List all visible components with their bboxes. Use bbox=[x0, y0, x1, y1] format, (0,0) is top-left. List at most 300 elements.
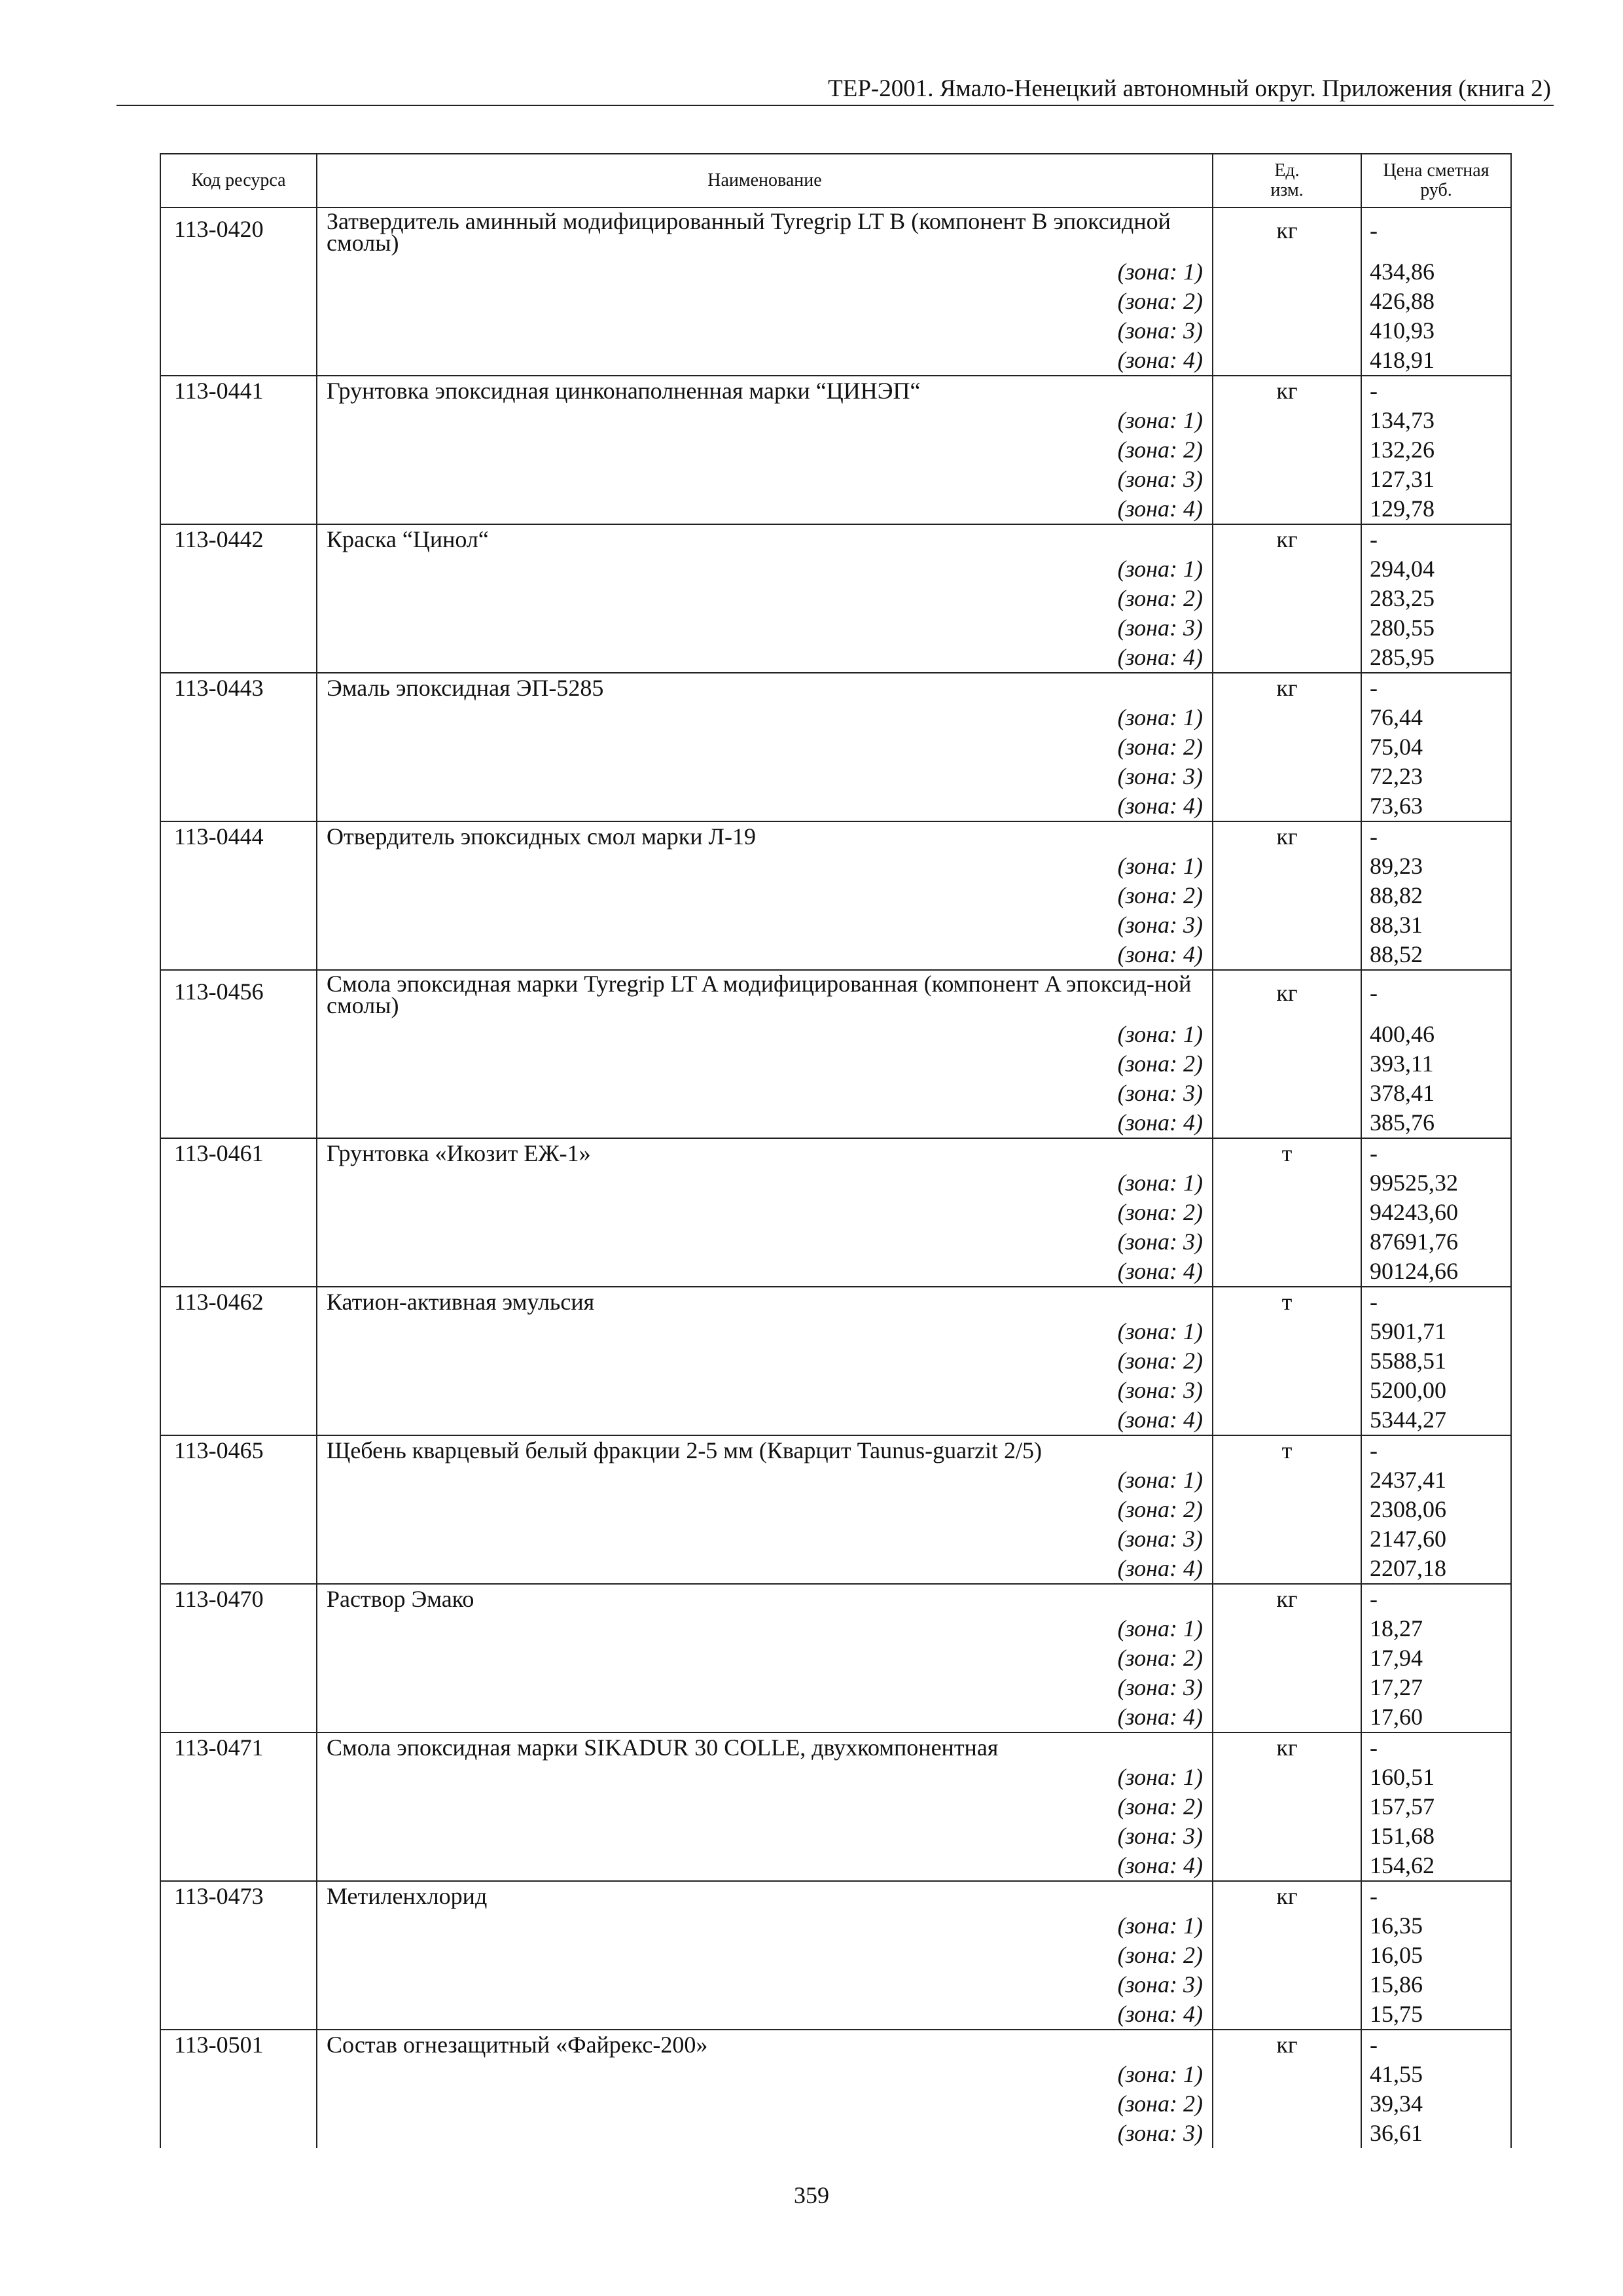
zone-code-cell bbox=[161, 257, 317, 287]
zone-row bbox=[161, 2060, 1510, 2089]
zone-label: (зона: 1) bbox=[317, 1763, 1213, 1792]
zone-label: (зона: 1) bbox=[317, 852, 1213, 881]
resource-price-table bbox=[161, 154, 1510, 2148]
zone-price: 134,73 bbox=[1361, 406, 1510, 435]
resource-code: 113-0461 bbox=[161, 1138, 317, 1168]
resource-name: Смола эпоксидная марки SIKADUR 30 COLLE, двухкомпонентная bbox=[317, 1732, 1213, 1763]
zone-price: 410,93 bbox=[1361, 316, 1510, 346]
zone-unit-cell bbox=[1213, 1673, 1361, 1702]
resource-code: 113-0501 bbox=[161, 2030, 317, 2060]
zone-row bbox=[161, 1821, 1510, 1851]
column-header-code: Код ресурса bbox=[161, 154, 317, 207]
zone-price: 16,35 bbox=[1361, 1911, 1510, 1941]
zone-code-cell bbox=[161, 1643, 317, 1673]
zone-unit-cell bbox=[1213, 1495, 1361, 1524]
zone-row bbox=[161, 494, 1510, 524]
zone-label: (зона: 2) bbox=[317, 1495, 1213, 1524]
zone-label: (зона: 2) bbox=[317, 287, 1213, 316]
resource-code: 113-0470 bbox=[161, 1584, 317, 1614]
zone-label: (зона: 4) bbox=[317, 940, 1213, 970]
zone-unit-cell bbox=[1213, 1465, 1361, 1495]
zone-code-cell bbox=[161, 435, 317, 465]
zone-price: 285,95 bbox=[1361, 643, 1510, 673]
zone-unit-cell bbox=[1213, 316, 1361, 346]
zone-code-cell bbox=[161, 1020, 317, 1049]
zone-row bbox=[161, 1941, 1510, 1970]
zone-price: 73,63 bbox=[1361, 791, 1510, 821]
table-row bbox=[161, 1138, 1510, 1168]
resource-unit: кг bbox=[1213, 2030, 1361, 2060]
zone-row bbox=[161, 584, 1510, 613]
zone-unit-cell bbox=[1213, 1970, 1361, 2000]
zone-price: 426,88 bbox=[1361, 287, 1510, 316]
zone-code-cell bbox=[161, 1970, 317, 2000]
zone-unit-cell bbox=[1213, 287, 1361, 316]
zone-label: (зона: 3) bbox=[317, 1524, 1213, 1554]
zone-unit-cell bbox=[1213, 1198, 1361, 1227]
zone-unit-cell bbox=[1213, 2119, 1361, 2148]
zone-unit-cell bbox=[1213, 406, 1361, 435]
zone-row bbox=[161, 406, 1510, 435]
zone-row bbox=[161, 852, 1510, 881]
resource-item bbox=[161, 2030, 1510, 2148]
resource-code: 113-0443 bbox=[161, 673, 317, 703]
zone-label: (зона: 4) bbox=[317, 1257, 1213, 1287]
zone-code-cell bbox=[161, 643, 317, 673]
resource-unit: кг bbox=[1213, 821, 1361, 852]
zone-code-cell bbox=[161, 732, 317, 762]
zone-unit-cell bbox=[1213, 1792, 1361, 1821]
zone-price: 15,75 bbox=[1361, 2000, 1510, 2030]
zone-unit-cell bbox=[1213, 613, 1361, 643]
zone-unit-cell bbox=[1213, 1020, 1361, 1049]
zone-price: 5901,71 bbox=[1361, 1317, 1510, 1346]
zone-label: (зона: 3) bbox=[317, 1376, 1213, 1405]
zone-label: (зона: 2) bbox=[317, 881, 1213, 910]
zone-unit-cell bbox=[1213, 1079, 1361, 1108]
zone-price: 75,04 bbox=[1361, 732, 1510, 762]
resource-code: 113-0473 bbox=[161, 1881, 317, 1911]
zone-price: 400,46 bbox=[1361, 1020, 1510, 1049]
zone-unit-cell bbox=[1213, 1049, 1361, 1079]
resource-base-price: - bbox=[1361, 2030, 1510, 2060]
zone-row bbox=[161, 465, 1510, 494]
zone-price: 18,27 bbox=[1361, 1614, 1510, 1643]
resource-name-text: Смола эпоксидная марки Tyregrip LT A модифицированная (компонент A эпоксид-ной смолы) bbox=[327, 971, 1192, 1018]
zone-price: 88,82 bbox=[1361, 881, 1510, 910]
zone-code-cell bbox=[161, 1108, 317, 1138]
zone-row bbox=[161, 1405, 1510, 1435]
zone-price: 280,55 bbox=[1361, 613, 1510, 643]
zone-code-cell bbox=[161, 1524, 317, 1554]
zone-label: (зона: 2) bbox=[317, 732, 1213, 762]
resource-name: Грунтовка «Икозит ЕЖ-1» bbox=[317, 1138, 1213, 1168]
zone-label: (зона: 3) bbox=[317, 1227, 1213, 1257]
zone-row bbox=[161, 1376, 1510, 1405]
zone-label: (зона: 4) bbox=[317, 494, 1213, 524]
resource-base-price: - bbox=[1361, 376, 1510, 406]
resource-name: Эмаль эпоксидная ЭП-5285 bbox=[317, 673, 1213, 703]
resource-name bbox=[317, 207, 1213, 257]
zone-code-cell bbox=[161, 2089, 317, 2119]
zone-label: (зона: 1) bbox=[317, 1168, 1213, 1198]
zone-label: (зона: 4) bbox=[317, 1554, 1213, 1584]
zone-code-cell bbox=[161, 1257, 317, 1287]
zone-code-cell bbox=[161, 1049, 317, 1079]
zone-label: (зона: 2) bbox=[317, 435, 1213, 465]
zone-code-cell bbox=[161, 1821, 317, 1851]
zone-code-cell bbox=[161, 584, 317, 613]
zone-code-cell bbox=[161, 881, 317, 910]
zone-price: 15,86 bbox=[1361, 1970, 1510, 2000]
zone-row bbox=[161, 1763, 1510, 1792]
resource-base-price: - bbox=[1361, 1732, 1510, 1763]
zone-price: 87691,76 bbox=[1361, 1227, 1510, 1257]
zone-code-cell bbox=[161, 2119, 317, 2148]
zone-label: (зона: 1) bbox=[317, 1020, 1213, 1049]
zone-row bbox=[161, 2119, 1510, 2148]
table-row bbox=[161, 1732, 1510, 1763]
zone-code-cell bbox=[161, 1405, 317, 1435]
resource-unit: кг bbox=[1213, 524, 1361, 554]
zone-code-cell bbox=[161, 1317, 317, 1346]
zone-row bbox=[161, 257, 1510, 287]
zone-row bbox=[161, 1911, 1510, 1941]
resource-unit: т bbox=[1213, 1138, 1361, 1168]
zone-price: 36,61 bbox=[1361, 2119, 1510, 2148]
resource-item bbox=[161, 1732, 1510, 1881]
zone-unit-cell bbox=[1213, 554, 1361, 584]
zone-unit-cell bbox=[1213, 1257, 1361, 1287]
zone-label: (зона: 4) bbox=[317, 1108, 1213, 1138]
zone-unit-cell bbox=[1213, 257, 1361, 287]
zone-unit-cell bbox=[1213, 2060, 1361, 2089]
zone-label: (зона: 2) bbox=[317, 584, 1213, 613]
zone-price: 2437,41 bbox=[1361, 1465, 1510, 1495]
zone-price: 5588,51 bbox=[1361, 1346, 1510, 1376]
zone-row bbox=[161, 1020, 1510, 1049]
zone-price: 76,44 bbox=[1361, 703, 1510, 732]
zone-row bbox=[161, 435, 1510, 465]
zone-price: 5200,00 bbox=[1361, 1376, 1510, 1405]
resource-unit: т bbox=[1213, 1287, 1361, 1317]
resource-item bbox=[161, 1584, 1510, 1732]
zone-row bbox=[161, 1168, 1510, 1198]
table-row bbox=[161, 2030, 1510, 2060]
zone-code-cell bbox=[161, 346, 317, 376]
zone-code-cell bbox=[161, 1495, 317, 1524]
resource-unit: т bbox=[1213, 1435, 1361, 1465]
resource-item bbox=[161, 673, 1510, 821]
zone-row bbox=[161, 732, 1510, 762]
zone-code-cell bbox=[161, 1792, 317, 1821]
zone-row bbox=[161, 316, 1510, 346]
table-row bbox=[161, 1584, 1510, 1614]
zone-code-cell bbox=[161, 910, 317, 940]
zone-label: (зона: 1) bbox=[317, 257, 1213, 287]
zone-row bbox=[161, 346, 1510, 376]
column-header-price bbox=[1361, 154, 1510, 207]
zone-unit-cell bbox=[1213, 1763, 1361, 1792]
resource-name: Метиленхлорид bbox=[317, 1881, 1213, 1911]
zone-unit-cell bbox=[1213, 1702, 1361, 1732]
zone-code-cell bbox=[161, 287, 317, 316]
resource-item bbox=[161, 1138, 1510, 1287]
zone-row bbox=[161, 1049, 1510, 1079]
zone-label: (зона: 3) bbox=[317, 1079, 1213, 1108]
zone-label: (зона: 4) bbox=[317, 2000, 1213, 2030]
zone-code-cell bbox=[161, 494, 317, 524]
zone-unit-cell bbox=[1213, 1554, 1361, 1584]
zone-code-cell bbox=[161, 1198, 317, 1227]
zone-price: 418,91 bbox=[1361, 346, 1510, 376]
resource-base-price: - bbox=[1361, 1138, 1510, 1168]
zone-label: (зона: 2) bbox=[317, 1198, 1213, 1227]
zone-code-cell bbox=[161, 1554, 317, 1584]
zone-label: (зона: 3) bbox=[317, 613, 1213, 643]
resource-base-price: - bbox=[1361, 1287, 1510, 1317]
table-row bbox=[161, 1287, 1510, 1317]
zone-unit-cell bbox=[1213, 940, 1361, 970]
zone-price: 88,52 bbox=[1361, 940, 1510, 970]
table-row bbox=[161, 1435, 1510, 1465]
zone-price: 2308,06 bbox=[1361, 1495, 1510, 1524]
resource-base-price bbox=[1361, 207, 1510, 257]
zone-row bbox=[161, 1643, 1510, 1673]
table-row bbox=[161, 970, 1510, 1020]
zone-code-cell bbox=[161, 1465, 317, 1495]
zone-code-cell bbox=[161, 703, 317, 732]
zone-label: (зона: 3) bbox=[317, 316, 1213, 346]
zone-code-cell bbox=[161, 1851, 317, 1881]
zone-label: (зона: 3) bbox=[317, 1970, 1213, 2000]
resource-base-price: - bbox=[1361, 1435, 1510, 1465]
zone-unit-cell bbox=[1213, 1346, 1361, 1376]
zone-label: (зона: 3) bbox=[317, 910, 1213, 940]
column-header-price-line1: Цена сметная bbox=[1383, 160, 1489, 181]
zone-unit-cell bbox=[1213, 643, 1361, 673]
zone-label: (зона: 4) bbox=[317, 346, 1213, 376]
column-header-price-line2: руб. bbox=[1420, 180, 1452, 200]
zone-unit-cell bbox=[1213, 1108, 1361, 1138]
zone-label: (зона: 1) bbox=[317, 406, 1213, 435]
resource-base-price: - bbox=[1361, 821, 1510, 852]
zone-unit-cell bbox=[1213, 1851, 1361, 1881]
zone-price: 294,04 bbox=[1361, 554, 1510, 584]
page-number: 359 bbox=[794, 2182, 829, 2208]
column-header-name: Наименование bbox=[317, 154, 1213, 207]
zone-code-cell bbox=[161, 1702, 317, 1732]
resource-code: 113-0441 bbox=[161, 376, 317, 406]
zone-row bbox=[161, 1465, 1510, 1495]
zone-unit-cell bbox=[1213, 852, 1361, 881]
resource-item bbox=[161, 970, 1510, 1138]
table-header-row bbox=[161, 154, 1510, 207]
resource-base-price: - bbox=[1361, 524, 1510, 554]
resource-code: 113-0462 bbox=[161, 1287, 317, 1317]
zone-row bbox=[161, 2089, 1510, 2119]
table-row bbox=[161, 207, 1510, 257]
zone-unit-cell bbox=[1213, 435, 1361, 465]
zone-unit-cell bbox=[1213, 465, 1361, 494]
resource-name: Грунтовка эпоксидная цинконаполненная марки “ЦИНЭП“ bbox=[317, 376, 1213, 406]
zone-code-cell bbox=[161, 613, 317, 643]
zone-price: 41,55 bbox=[1361, 2060, 1510, 2089]
zone-row bbox=[161, 1702, 1510, 1732]
column-header-unit-line1: Ед. bbox=[1274, 160, 1300, 181]
zone-label: (зона: 2) bbox=[317, 1049, 1213, 1079]
resource-unit: кг bbox=[1213, 1584, 1361, 1614]
table-row bbox=[161, 524, 1510, 554]
zone-label: (зона: 4) bbox=[317, 1405, 1213, 1435]
zone-price: 89,23 bbox=[1361, 852, 1510, 881]
resource-name: Отвердитель эпоксидных смол марки Л-19 bbox=[317, 821, 1213, 852]
zone-row bbox=[161, 1317, 1510, 1346]
resource-code: 113-0471 bbox=[161, 1732, 317, 1763]
page-title: ТЕР-2001. Ямало-Ненецкий автономный округ. Приложения (книга 2) bbox=[828, 75, 1551, 102]
zone-code-cell bbox=[161, 1941, 317, 1970]
zone-price: 132,26 bbox=[1361, 435, 1510, 465]
zone-unit-cell bbox=[1213, 494, 1361, 524]
zone-code-cell bbox=[161, 852, 317, 881]
zone-label: (зона: 2) bbox=[317, 1792, 1213, 1821]
zone-price: 72,23 bbox=[1361, 762, 1510, 791]
zone-row bbox=[161, 703, 1510, 732]
zone-unit-cell bbox=[1213, 2000, 1361, 2030]
resource-base-price bbox=[1361, 970, 1510, 1020]
zone-price: 154,62 bbox=[1361, 1851, 1510, 1881]
zone-code-cell bbox=[161, 1673, 317, 1702]
zone-unit-cell bbox=[1213, 1643, 1361, 1673]
zone-code-cell bbox=[161, 791, 317, 821]
zone-row bbox=[161, 287, 1510, 316]
page-header bbox=[116, 72, 1554, 106]
zone-price: 393,11 bbox=[1361, 1049, 1510, 1079]
resource-unit-text: кг bbox=[1276, 217, 1298, 243]
zone-unit-cell bbox=[1213, 346, 1361, 376]
zone-label: (зона: 2) bbox=[317, 2089, 1213, 2119]
zone-code-cell bbox=[161, 406, 317, 435]
zone-label: (зона: 2) bbox=[317, 1941, 1213, 1970]
resource-item bbox=[161, 207, 1510, 376]
resource-unit bbox=[1213, 970, 1361, 1020]
zone-row bbox=[161, 1792, 1510, 1821]
zone-price: 17,94 bbox=[1361, 1643, 1510, 1673]
zone-unit-cell bbox=[1213, 1376, 1361, 1405]
resource-code: 113-0456 bbox=[161, 970, 317, 1020]
zone-label: (зона: 3) bbox=[317, 1673, 1213, 1702]
zone-row bbox=[161, 1346, 1510, 1376]
zone-label: (зона: 1) bbox=[317, 1465, 1213, 1495]
zone-price: 127,31 bbox=[1361, 465, 1510, 494]
zone-code-cell bbox=[161, 1911, 317, 1941]
zone-code-cell bbox=[161, 762, 317, 791]
resource-name: Щебень кварцевый белый фракции 2-5 мм (Кварцит Taunus-guarzit 2/5) bbox=[317, 1435, 1213, 1465]
resource-name: Раствор Эмако bbox=[317, 1584, 1213, 1614]
zone-price: 17,60 bbox=[1361, 1702, 1510, 1732]
zone-price: 151,68 bbox=[1361, 1821, 1510, 1851]
zone-row bbox=[161, 940, 1510, 970]
zone-code-cell bbox=[161, 1376, 317, 1405]
zone-code-cell bbox=[161, 2060, 317, 2089]
zone-price: 378,41 bbox=[1361, 1079, 1510, 1108]
resource-base-price-text: - bbox=[1370, 217, 1378, 243]
zone-row bbox=[161, 1495, 1510, 1524]
zone-unit-cell bbox=[1213, 732, 1361, 762]
zone-label: (зона: 3) bbox=[317, 1821, 1213, 1851]
zone-unit-cell bbox=[1213, 1941, 1361, 1970]
zone-unit-cell bbox=[1213, 1168, 1361, 1198]
zone-label: (зона: 4) bbox=[317, 643, 1213, 673]
zone-unit-cell bbox=[1213, 584, 1361, 613]
zone-code-cell bbox=[161, 316, 317, 346]
table-row bbox=[161, 821, 1510, 852]
zone-label: (зона: 2) bbox=[317, 1643, 1213, 1673]
resource-code: 113-0465 bbox=[161, 1435, 317, 1465]
table-row bbox=[161, 1881, 1510, 1911]
table-row bbox=[161, 673, 1510, 703]
zone-price: 434,86 bbox=[1361, 257, 1510, 287]
zone-label: (зона: 2) bbox=[317, 1346, 1213, 1376]
resource-item bbox=[161, 821, 1510, 970]
zone-row bbox=[161, 1108, 1510, 1138]
zone-price: 88,31 bbox=[1361, 910, 1510, 940]
zone-row bbox=[161, 643, 1510, 673]
zone-unit-cell bbox=[1213, 910, 1361, 940]
zone-label: (зона: 3) bbox=[317, 2119, 1213, 2148]
zone-unit-cell bbox=[1213, 2089, 1361, 2119]
zone-label: (зона: 4) bbox=[317, 1702, 1213, 1732]
zone-code-cell bbox=[161, 940, 317, 970]
zone-code-cell bbox=[161, 465, 317, 494]
zone-code-cell bbox=[161, 2000, 317, 2030]
zone-code-cell bbox=[161, 1079, 317, 1108]
zone-label: (зона: 1) bbox=[317, 703, 1213, 732]
zone-unit-cell bbox=[1213, 1911, 1361, 1941]
resource-unit: кг bbox=[1213, 376, 1361, 406]
zone-label: (зона: 3) bbox=[317, 465, 1213, 494]
zone-price: 129,78 bbox=[1361, 494, 1510, 524]
zone-row bbox=[161, 1554, 1510, 1584]
zone-code-cell bbox=[161, 1168, 317, 1198]
resource-item bbox=[161, 1435, 1510, 1584]
resource-code: 113-0420 bbox=[174, 216, 264, 242]
resource-unit: кг bbox=[1213, 1732, 1361, 1763]
zone-code-cell bbox=[161, 1346, 317, 1376]
resource-unit bbox=[1213, 207, 1361, 257]
resource-base-price-text: - bbox=[1370, 980, 1378, 1006]
zone-row bbox=[161, 1198, 1510, 1227]
zone-row bbox=[161, 910, 1510, 940]
resource-unit: кг bbox=[1213, 1881, 1361, 1911]
resource-item bbox=[161, 1881, 1510, 2030]
zone-price: 157,57 bbox=[1361, 1792, 1510, 1821]
zone-unit-cell bbox=[1213, 881, 1361, 910]
zone-row bbox=[161, 791, 1510, 821]
zone-price: 2147,60 bbox=[1361, 1524, 1510, 1554]
zone-code-cell bbox=[161, 1763, 317, 1792]
resource-name: Катион-активная эмульсия bbox=[317, 1287, 1213, 1317]
zone-code-cell bbox=[161, 1614, 317, 1643]
zone-unit-cell bbox=[1213, 791, 1361, 821]
resource-base-price: - bbox=[1361, 1584, 1510, 1614]
zone-price: 99525,32 bbox=[1361, 1168, 1510, 1198]
resource-item bbox=[161, 376, 1510, 524]
zone-code-cell bbox=[161, 554, 317, 584]
zone-code-cell bbox=[161, 1227, 317, 1257]
resource-unit: кг bbox=[1213, 673, 1361, 703]
zone-row bbox=[161, 1079, 1510, 1108]
